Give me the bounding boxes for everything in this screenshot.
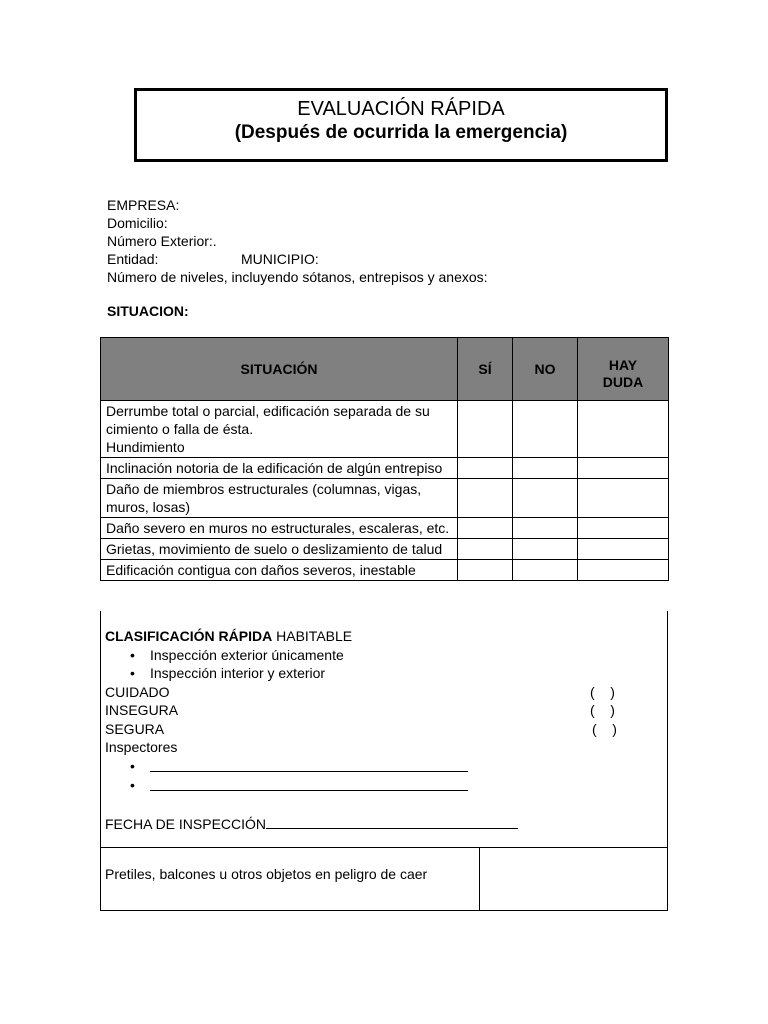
si-cell[interactable] — [458, 401, 513, 458]
municipio-label: MUNICIPIO: — [241, 251, 319, 267]
fecha-label: FECHA DE INSPECCIÓN — [105, 815, 267, 832]
evaluation-table — [100, 337, 669, 581]
no-cell[interactable] — [513, 518, 578, 539]
hay-duda-cell[interactable] — [578, 518, 669, 539]
header-duda: DUDA — [602, 374, 644, 390]
table-row — [101, 539, 669, 560]
hay-duda-cell[interactable] — [578, 401, 669, 458]
no-cell[interactable] — [513, 479, 578, 518]
si-cell[interactable] — [458, 560, 513, 581]
hay-duda-cell[interactable] — [578, 479, 669, 518]
document-subtitle: (Después de ocurrida la emergencia) — [234, 122, 568, 143]
si-cell[interactable] — [458, 518, 513, 539]
header-situacion: SITUACIÓN — [101, 338, 458, 401]
checkbox-segura[interactable]: ( ) — [592, 720, 617, 737]
table-row — [101, 458, 669, 479]
table-row — [101, 401, 669, 458]
no-cell[interactable] — [513, 458, 578, 479]
situacion-cell: Edificación contigua con daños severos, inestable — [101, 560, 458, 581]
clasificacion-title: CLASIFICACIÓN RÁPIDA HABITABLE — [105, 628, 353, 644]
no-cell[interactable] — [513, 539, 578, 560]
table-row — [101, 479, 669, 518]
situacion-cell: Grietas, movimiento de suelo o deslizamiento de talud — [101, 539, 458, 560]
inspector-line — [105, 776, 665, 796]
situacion-cell: Derrumbe total o parcial, edificación separada de su cimiento o falla de ésta. Hundimiento — [101, 401, 458, 458]
header-si: SÍ — [458, 338, 513, 401]
niveles-label: Número de niveles, incluyendo sótanos, entrepisos y anexos: — [107, 269, 488, 285]
checkbox-insegura[interactable]: ( ) — [590, 702, 615, 718]
situacion-heading: SITUACION: — [107, 303, 189, 319]
clasificacion-section — [100, 611, 668, 848]
option-segura: SEGURA ( ) — [105, 720, 617, 737]
situacion-cell: Inclinación notoria de la edificación de algún entrepiso — [101, 458, 458, 479]
pretiles-label: Pretiles, balcones u otros objetos en peligro de caer — [105, 866, 428, 882]
hay-duda-cell[interactable] — [578, 458, 669, 479]
fecha-field[interactable] — [266, 814, 518, 829]
fecha-row — [105, 814, 665, 834]
checkbox-cuidado[interactable]: ( ) — [590, 683, 615, 700]
header-hay-duda — [578, 338, 669, 401]
inspector-1-field[interactable] — [150, 757, 468, 772]
empresa-label: EMPRESA: — [107, 197, 180, 213]
option-insegura: INSEGURA ( ) — [105, 702, 615, 718]
option-cuidado: CUIDADO ( ) — [105, 683, 615, 700]
no-cell[interactable] — [513, 560, 578, 581]
header-no: NO — [513, 338, 578, 401]
situacion-cell: Daño de miembros estructurales (columnas, vigas, muros, losas) — [101, 479, 458, 518]
pretiles-divider — [479, 848, 480, 910]
title-box — [134, 88, 668, 162]
document-title: EVALUACIÓN RÁPIDA — [297, 98, 505, 120]
si-cell[interactable] — [458, 458, 513, 479]
situacion-cell: Daño severo en muros no estructurales, escaleras, etc. — [101, 518, 458, 539]
pretiles-box — [100, 847, 668, 911]
no-cell[interactable] — [513, 401, 578, 458]
si-cell[interactable] — [458, 539, 513, 560]
hay-duda-cell[interactable] — [578, 560, 669, 581]
numero-exterior-label: Número Exterior:. — [107, 233, 217, 249]
table-row — [101, 518, 669, 539]
domicilio-label: Domicilio: — [107, 215, 168, 231]
entidad-label: Entidad: — [107, 251, 159, 267]
bullet-item: • Inspección interior y exterior — [105, 664, 665, 683]
hay-duda-cell[interactable] — [578, 539, 669, 560]
si-cell[interactable] — [458, 479, 513, 518]
inspector-2-field[interactable] — [150, 776, 468, 791]
bullet-item: • Inspección exterior únicamente — [105, 646, 665, 665]
header-hay: HAY — [608, 357, 638, 373]
table-header-row — [101, 338, 669, 401]
inspectores-label: Inspectores — [105, 739, 178, 755]
inspector-line — [105, 757, 665, 777]
table-row — [101, 560, 669, 581]
company-info — [107, 196, 488, 286]
